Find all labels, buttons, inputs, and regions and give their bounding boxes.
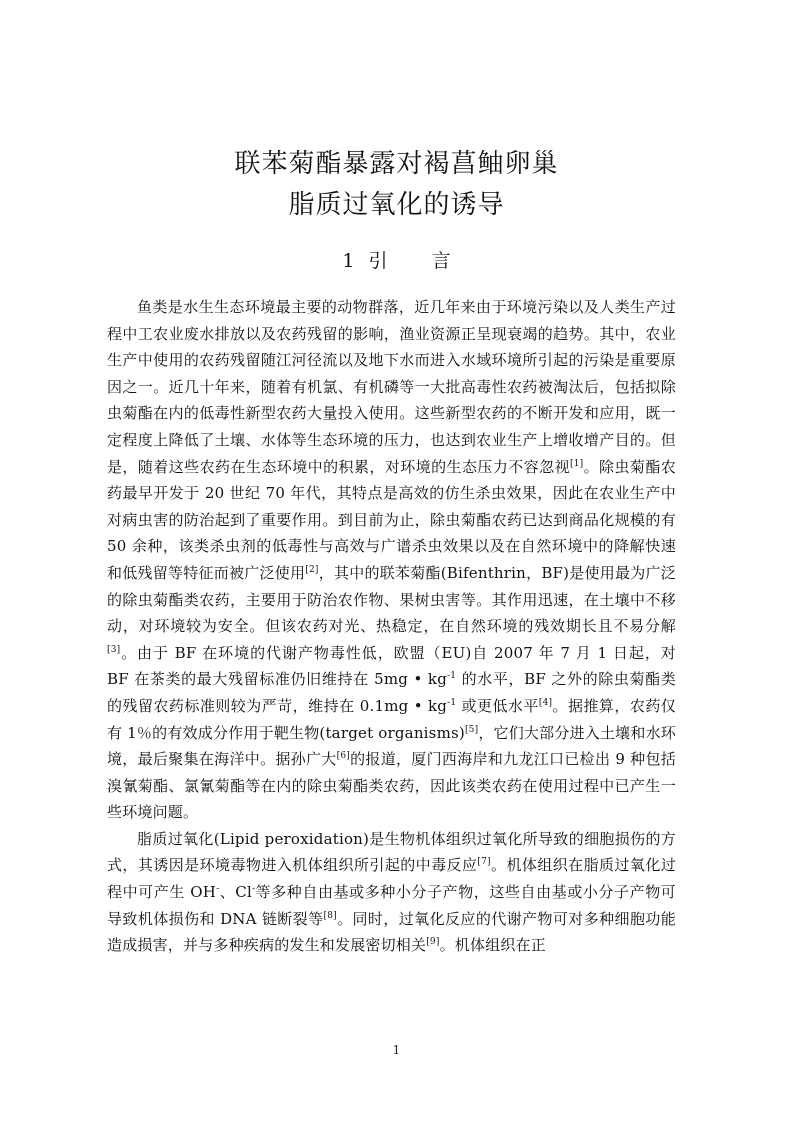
superscript: [6] — [336, 751, 350, 762]
section-heading — [0, 246, 793, 273]
title-line-1: 联苯菊酯暴露对褐菖鲉卵巢 — [234, 149, 559, 179]
superscript: - — [251, 884, 256, 895]
superscript: [5] — [464, 724, 479, 735]
text-run: 或更低水平 — [456, 696, 539, 715]
text-run: 、Cl — [219, 883, 252, 902]
superscript: - — [216, 884, 220, 895]
superscript: [9] — [426, 937, 440, 948]
text-run: 。据推算，农药仅有 1％的有效成分作用于靶生物(target organisms) — [107, 696, 677, 742]
text-run: ，它们大部分进入土壤和水环境，最后聚集在海洋中。据孙广大 — [107, 723, 676, 769]
page-number: 1 — [392, 1043, 401, 1057]
superscript: [1] — [570, 458, 584, 469]
text-run: 的报道，厦门西海岸和九龙江口已检出 9 种包括溴氰菊酯、氯氰菊酯等在内的除虫菊酯类农药，因此该类农药在使用过程中已产生一些环境问题。 — [107, 750, 676, 822]
text-run: 鱼类是水生生态环境最主要的动物群落，近几年来由于环境污染以及人类生产过程中工农业废水排放以及农药残留的影响，渔业资源正呈现衰竭的趋势。其中，农业生产中使用的农药残留随江河径流以及地下水而进入水域环境所引起的污染是重要原因之一。近几十年来，随着有机氯、有机磷等一大批高毒性农药被淘汰后，包括拟除虫菊酯在内的低毒性新型农药大量投入使用。这些新型农药的不断开发和应用，既一定程度上降低了土壤、水体等生态环境的压力，也达到农业生产上增收增产目的。但是，随着这些农药在生态环境中的积累，对环境的生态压力不容忽视 — [107, 298, 676, 476]
text-run: 。机体组织在脂质过氧化过程中可产生 OH — [107, 856, 676, 902]
title-line-2: 脂质过氧化的诱导 — [288, 190, 505, 220]
superscript: -1 — [447, 697, 457, 708]
text-run: 。同时，过氧化反应的代谢产物可对多种细胞功能造成损害，并与多种疾病的发生和发展密切相关 — [107, 909, 676, 955]
superscript: [4] — [538, 697, 553, 708]
text-run: ，其中的联苯菊酯(Bifenthrin，BF)是使用最为广泛的除虫菊酯类农药，主要用于防治农作物、果树虫害等。其作用迅速，在土壤中不移动，对环境较为安全。但该农药对光、热稳定，在自然环境的残效期长且不易分解 — [107, 563, 676, 636]
text-run: 。除虫菊酯农药最早开发于 20 世纪 70 年代，其特点是高效的仿生杀虫效果，因此在农业生产中对病虫害的防治起到了重要作用。到目前为止，除虫菊酯农药已达到商品化规模的有 50 余种，该类杀虫剂的低毒性与高效与广谱杀虫效果以及在自然环境中的降解快速和低残留等特征而被广泛使用 — [107, 457, 676, 582]
superscript: [3] — [107, 644, 121, 655]
section-number: 1 — [342, 250, 355, 272]
superscript: [7] — [477, 857, 491, 868]
section-title-part-1: 引 — [368, 250, 388, 272]
superscript: -1 — [447, 671, 457, 682]
text-run: 。机体组织在正 — [439, 936, 546, 955]
paragraph — [107, 826, 676, 959]
superscript: [8] — [323, 910, 337, 921]
text-run: 。由于 BF 在环境的代谢产物毒性低，欧盟（EU)自 2007 年 7 月 1 日起，对 BF 在茶类的最大残留标准仍旧维持在 5mg • kg — [107, 643, 676, 689]
text-run: 的水平，BF 之外的除虫菊酯类的残留农药标准则较为严苛，维持在 0.1mg • kg — [107, 670, 676, 715]
body-text — [107, 294, 676, 959]
section-title-part-2: 言 — [431, 250, 451, 272]
superscript: [2] — [305, 564, 319, 575]
text-run: 等多种自由基或多种小分子产物，这些自由基或小分子产物可导致机体损伤和 DNA 链断裂等 — [107, 883, 677, 928]
text-run: 脂质过氧化(Lipid peroxidation)是生物机体组织过氧化所导致的细胞损伤的方式，其诱因是环境毒物进入机体组织所引起的中毒反应 — [107, 829, 676, 875]
paragraph — [107, 294, 676, 826]
